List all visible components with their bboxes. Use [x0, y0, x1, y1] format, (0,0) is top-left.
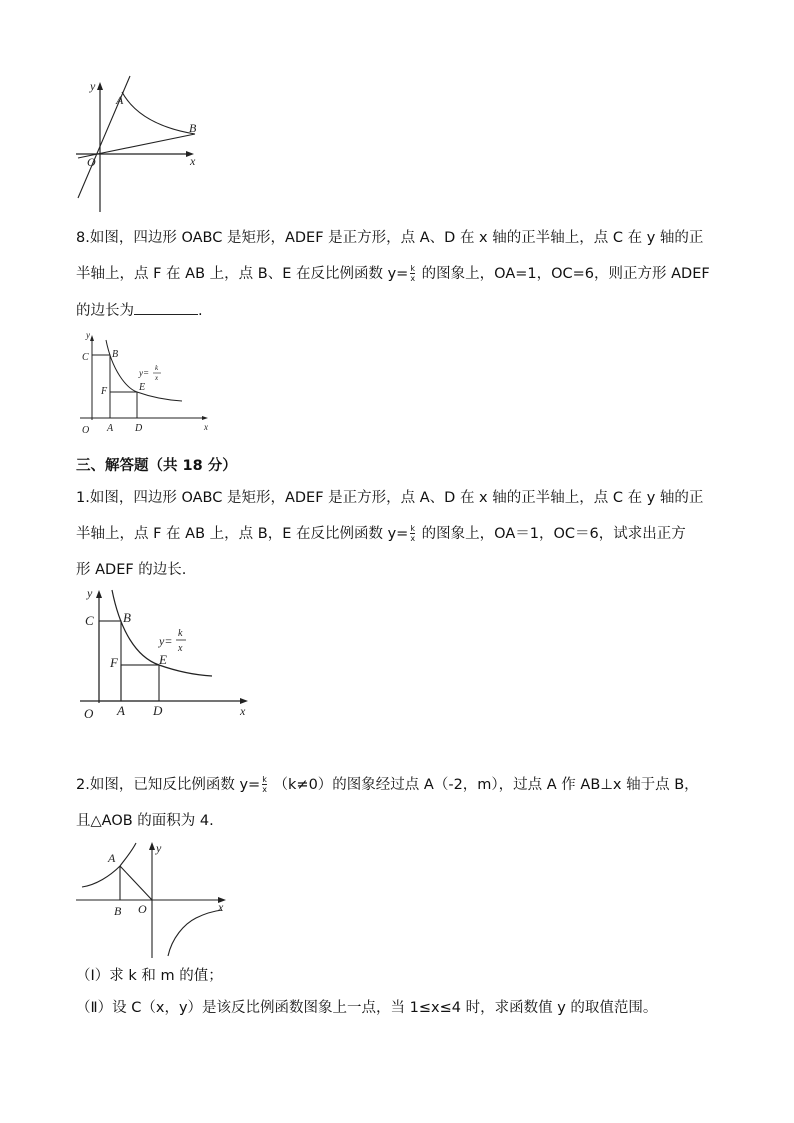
label-o: O	[87, 155, 96, 169]
label-o: O	[84, 706, 94, 721]
label-func: y=	[139, 368, 150, 378]
square-adef	[110, 392, 137, 418]
label-e: E	[159, 652, 167, 667]
p2-line-2: 且△AOB 的面积为 4.	[76, 813, 214, 829]
label-func: y=	[159, 634, 173, 648]
figure-4	[70, 838, 240, 960]
p1-fraction	[410, 524, 415, 543]
label-b: B	[123, 610, 131, 625]
label-o: O	[82, 425, 90, 436]
p2-line-1-post: （k≠0）的图象经过点 A（-2，m），过点 A 作 AB⊥x 轴于点 B，	[273, 777, 699, 793]
label-c: C	[85, 613, 94, 628]
label-a: A	[117, 703, 125, 718]
label-y: y	[87, 586, 93, 600]
label-func-den: x	[155, 374, 159, 382]
label-b: B	[112, 349, 119, 360]
square-adef	[121, 665, 159, 701]
p1-line-2	[76, 524, 686, 544]
section-heading: 三、解答题（共 18 分）	[76, 458, 237, 474]
label-e: E	[139, 382, 146, 393]
x-axis-arrow	[202, 416, 208, 420]
q8-line-2-pre: 半轴上，点 F 在 AB 上，点 B、E 在反比例函数 y=	[76, 266, 409, 282]
segment-ao	[120, 866, 152, 900]
label-func-num: k	[155, 364, 159, 372]
figure-1	[70, 70, 210, 220]
p2-frac-num: k	[262, 774, 267, 784]
p1-line-2-post: 的图象上，OA＝1，OC＝6，试求出正方	[421, 526, 686, 542]
p1-frac-den: x	[410, 533, 416, 543]
q8-line-2-post: 的图象上，OA=1，OC=6，则正方形 ADEF	[421, 266, 710, 282]
label-func-num: k	[178, 628, 183, 639]
label-f: F	[101, 386, 108, 397]
q8-frac-num: k	[410, 263, 415, 273]
hyperbola-branch-2	[82, 843, 136, 887]
p2-line-1-pre: 2.如图，已知反比例函数 y=	[76, 777, 261, 793]
p1-line-3: 形 ADEF 的边长.	[76, 562, 187, 578]
label-y: y	[90, 79, 96, 93]
label-f: F	[110, 655, 118, 670]
label-x: x	[204, 422, 208, 432]
label-y: y	[86, 330, 90, 340]
q8-frac-den: x	[410, 273, 416, 283]
q8-line-3-post: .	[198, 303, 203, 319]
y-axis-arrow	[97, 82, 103, 90]
label-a: A	[108, 851, 116, 865]
label-a: A	[107, 423, 114, 434]
label-func-den: x	[178, 643, 183, 654]
q8-line-3	[76, 300, 203, 321]
q8-line-1: 8.如图，四边形 OABC 是矩形，ADEF 是正方形，点 A、D 在 x 轴的正半轴上，点 C 在 y 轴的正	[76, 230, 704, 246]
q8-line-3-pre: 的边长为	[76, 303, 134, 319]
label-d: D	[153, 703, 163, 718]
y-axis-arrow	[96, 590, 102, 598]
p2-line-1	[76, 775, 699, 795]
y-axis-arrow	[149, 842, 155, 850]
y-axis-arrow	[90, 335, 94, 341]
p2-part-1: （Ⅰ）求 k 和 m 的值；	[76, 968, 223, 984]
p2-fraction	[262, 775, 267, 794]
p1-line-1: 1.如图，四边形 OABC 是矩形，ADEF 是正方形，点 A、D 在 x 轴的正半轴上，点 C 在 y 轴的正	[76, 490, 704, 506]
answer-blank[interactable]	[134, 300, 198, 315]
p1-frac-num: k	[410, 523, 415, 533]
p2-part-2: （Ⅱ）设 C（x，y）是该反比例函数图象上一点，当 1≤x≤4 时，求函数值 y 的取值范围。	[76, 1000, 658, 1016]
label-a: A	[116, 93, 124, 107]
curve-ab	[122, 92, 195, 134]
p1-line-2-pre: 半轴上，点 F 在 AB 上，点 B，E 在反比例函数 y=	[76, 526, 409, 542]
label-x: x	[240, 704, 246, 718]
label-x: x	[190, 154, 196, 168]
label-d: D	[135, 423, 143, 434]
hyperbola-branch-4	[168, 910, 222, 956]
label-o: O	[138, 902, 147, 916]
q8-fraction	[410, 264, 415, 283]
label-c: C	[82, 352, 89, 363]
label-y: y	[156, 841, 162, 855]
figure-2	[76, 330, 216, 440]
label-b: B	[114, 904, 122, 918]
q8-line-2	[76, 264, 710, 284]
p2-frac-den: x	[262, 784, 267, 794]
label-x: x	[218, 900, 224, 914]
figure-3	[76, 585, 256, 725]
label-b: B	[189, 121, 197, 135]
